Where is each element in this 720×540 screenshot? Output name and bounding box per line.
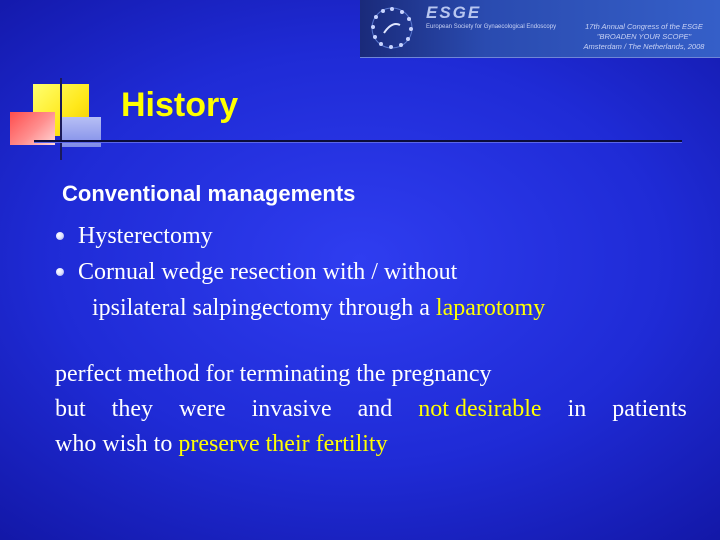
slide-title: History [121, 86, 239, 124]
highlight-laparotomy: laparotomy [435, 295, 546, 321]
paragraph-line-3 [55, 427, 687, 462]
highlight-preserve-fertility: preserve their fertility [178, 431, 388, 457]
paragraph-line-2 [55, 392, 687, 427]
bullet-list [54, 218, 545, 326]
bullet-icon [56, 268, 64, 276]
congress-banner [360, 0, 720, 58]
congress-info [574, 22, 714, 52]
paragraph-line-3-text: who wish to [55, 431, 179, 457]
list-item [54, 254, 545, 326]
highlight-not-desirable: not desirable [418, 396, 542, 422]
subheading: Conventional managements [62, 181, 356, 206]
title-underline-highlight [34, 142, 682, 143]
body-paragraph [55, 357, 687, 462]
congress-line-1: 17th Annual Congress of the ESGE [585, 22, 703, 31]
esge-logo: ESGE [426, 3, 482, 22]
list-item [54, 218, 545, 254]
congress-line-2: "BROADEN YOUR SCOPE" [596, 32, 692, 41]
word: invasive [251, 396, 332, 422]
bullet-continuation-text: ipsilateral salpingectomy through a [92, 295, 436, 321]
eu-stars-icon [366, 3, 418, 53]
society-name: European Society for Gynaecological Endoscopy [426, 24, 557, 30]
bullet-icon [56, 232, 64, 240]
bullet-text: Hysterectomy [78, 223, 213, 249]
paragraph-line-1: perfect method for terminating the pregnancy [55, 361, 492, 387]
word: and [357, 396, 393, 422]
word: patients [612, 396, 687, 422]
bullet-text: Cornual wedge resection with / without [78, 259, 458, 285]
word: in [567, 396, 587, 422]
word: they [111, 396, 153, 422]
bullet-continuation [78, 290, 545, 326]
decor-vertical-line [60, 78, 62, 160]
word: but [55, 396, 86, 422]
word: were [179, 396, 226, 422]
congress-line-3: Amsterdam / The Netherlands, 2008 [583, 42, 705, 51]
